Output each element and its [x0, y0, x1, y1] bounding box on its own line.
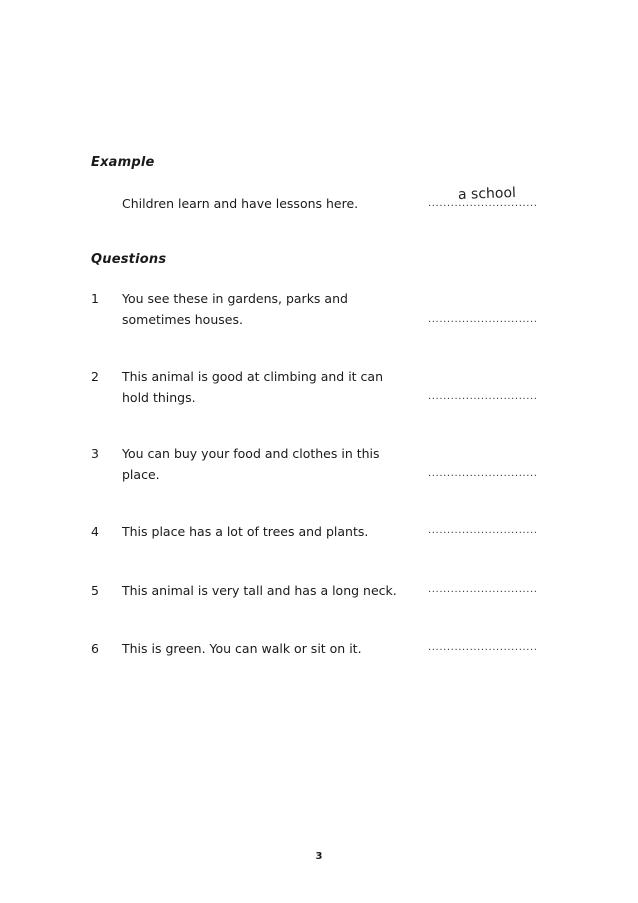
question-number: 1 [91, 291, 99, 306]
question-text: This animal is good at climbing and it can hold things. [122, 369, 384, 405]
question-text: You can buy your food and clothes in this place. [122, 446, 380, 482]
question-number: 4 [91, 524, 99, 539]
answer-line: ............................. [428, 525, 538, 536]
question-text: This is green. You can walk or sit on it. [122, 641, 362, 656]
question-number: 5 [91, 583, 99, 598]
questions-heading: Questions [91, 252, 167, 267]
page-number: 3 [315, 851, 323, 862]
example-answer-line: ............................. [428, 198, 538, 209]
question-text: You see these in gardens, parks and sometimes houses. [122, 291, 348, 327]
question-number: 6 [91, 641, 99, 656]
answer-line: ............................. [428, 314, 538, 325]
question-number: 2 [91, 369, 99, 384]
question-text: This animal is very tall and has a long neck. [122, 583, 397, 598]
question-number: 3 [91, 446, 99, 461]
answer-line: ............................. [428, 391, 538, 402]
example-answer: a school [457, 184, 517, 204]
answer-line: ............................. [428, 642, 538, 653]
answer-line: ............................. [428, 468, 538, 479]
example-text: Children learn and have lessons here. [122, 196, 359, 211]
question-text: This place has a lot of trees and plants. [122, 524, 369, 539]
answer-line: ............................. [428, 584, 538, 595]
example-heading: Example [91, 155, 155, 170]
